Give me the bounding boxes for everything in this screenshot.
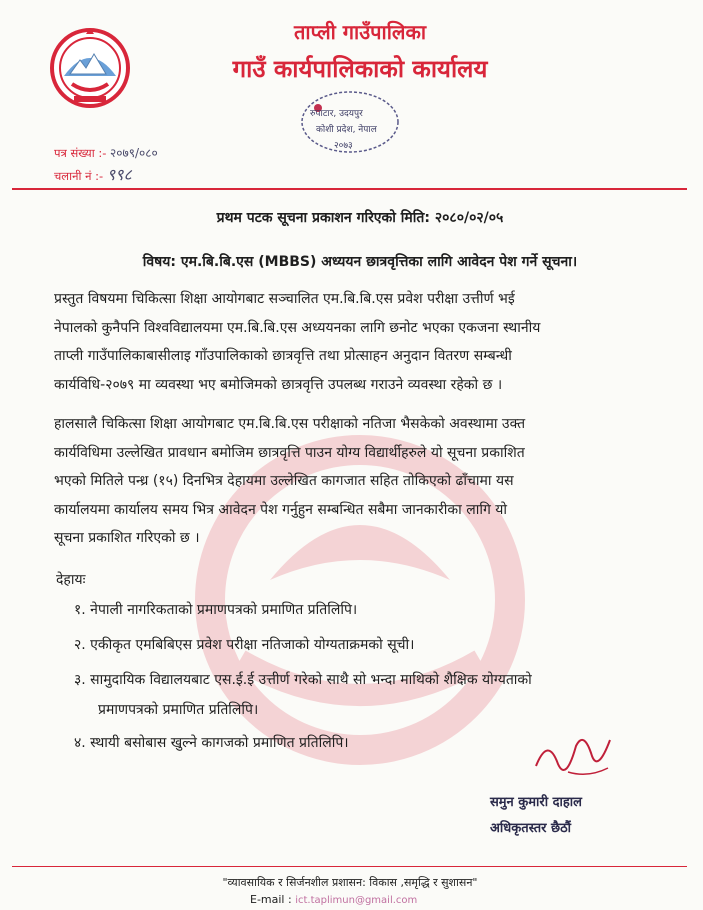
stamp-line: कोशी प्रदेश, नेपाल <box>316 125 377 135</box>
list-item: ३. सामुदायिक विद्यालयबाट एस.ई.ई उत्तीर्ण गरेको साथै सो भन्दा माथिको शैक्षिक योग्यताको <box>74 672 532 688</box>
list-item: २. एकीकृत एमबिबिएस प्रवेश परीक्षा नतिजाको योग्यताक्रमको सूची। <box>74 637 415 653</box>
stamp-line: २०७३ <box>334 141 353 151</box>
paragraph-line: सूचना प्रकाशित गरिएको छ । <box>54 530 200 546</box>
footer-email <box>250 893 417 906</box>
chalani-number <box>54 163 132 185</box>
signatory-title: अधिकृतस्तर छैठौं <box>490 821 572 836</box>
list-item: १. नेपाली नागरिकताको प्रमाणपत्रको प्रमाणित प्रतिलिपि। <box>74 602 358 618</box>
footer-slogan: "व्यावसायिक र सिर्जनशील प्रशासन: विकास ,समृद्धि र सुशासन" <box>222 876 478 889</box>
patra-sankhya <box>54 144 158 161</box>
footer-divider <box>12 866 687 867</box>
signatory-name: समुन कुमारी दाहाल <box>490 795 582 810</box>
paragraph-line: ताप्ली गाउँपालिकाबासीलाइ गाँउपालिकाको छात्रवृत्ति तथा प्रोत्साहन अनुदान वितरण सम्बन्धी <box>54 348 512 364</box>
paragraph-line: प्रस्तुत विषयमा चिकित्सा शिक्षा आयोगबाट सञ्चालित एम.बि.बि.एस प्रवेश परीक्षा उत्तीर्ण भई <box>54 291 515 307</box>
notice-subject: विषय: एम.बि.बि.एस (MBBS) अध्ययन छात्रवृत्तिका लागि आवेदन पेश गर्ने सूचना। <box>142 254 578 270</box>
paragraph-2 <box>54 410 660 553</box>
list-title: देहायः <box>56 572 86 588</box>
paragraph-line: कार्यालयमा कार्यालय समय भित्र आवेदन पेश गर्नुहुन सम्बन्धित सबैमा जानकारीका लागि यो <box>54 501 508 518</box>
list-item: प्रमाणपत्रको प्रमाणित प्रतिलिपि। <box>98 702 259 718</box>
email-label: E-mail : <box>250 893 292 906</box>
chalani-label: चलानी नं :- <box>54 169 104 183</box>
patra-value: २०७९/०८० <box>110 146 158 160</box>
list-item: ४. स्थायी बसोबास खुल्ने कागजको प्रमाणित प्रतिलिपि। <box>74 735 349 751</box>
office-stamp <box>288 84 408 164</box>
signature-scribble <box>528 726 618 786</box>
municipality-name: ताप्ली गाउँपालिका <box>293 20 427 44</box>
patra-label: पत्र संख्या :- <box>54 146 107 160</box>
paragraph-line: नेपालको कुनैपनि विश्वविद्यालयमा एम.बि.बि.एस अध्ययनका लागि छनोट भएका एकजना स्थानीय <box>54 319 541 336</box>
publication-date: प्रथम पटक सूचना प्रकाशन गरिएको मिति: २०८०/०२/०५ <box>216 210 504 226</box>
office-name: गाउँ कार्यपालिकाको कार्यालय <box>232 55 488 83</box>
paragraph-line: कार्यविधि-२०७९ मा व्यवस्था भए बमोजिमको छात्रवृत्ति उपलब्ध गराउने व्यवस्था रहेको छ । <box>54 376 503 393</box>
paragraph-1 <box>54 285 660 399</box>
paragraph-line: भएको मितिले पन्ध्र (१५) दिनभित्र देहायमा उल्लेखित कागजात सहित तोकिएको ढाँचामा यस <box>54 473 514 489</box>
email-address[interactable]: ict.taplimun@gmail.com <box>295 895 418 906</box>
paragraph-line: हालसालै चिकित्सा शिक्षा आयोगबाट एम.बि.बि.एस परीक्षाको नतिजा भैसकेको अवस्थामा उक्त <box>54 416 526 432</box>
header-divider <box>12 188 687 190</box>
paragraph-line: कार्यविधिमा उल्लेखित प्रावधान बमोजिम छात्रवृत्ति पाउन योग्य विद्यार्थीहरुले यो सूचना प्रकाशित <box>54 444 525 461</box>
chalani-value: ९९८ <box>106 165 132 184</box>
municipality-logo <box>46 26 134 108</box>
stamp-line: रुपाटार, उदयपुर <box>310 109 363 119</box>
